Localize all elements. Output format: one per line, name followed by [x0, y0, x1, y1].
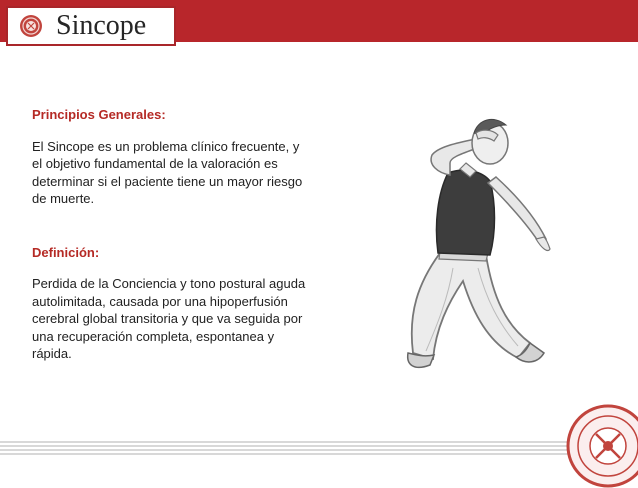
section-heading-principios: Principios Generales: [32, 107, 166, 122]
slide-title: Sincope [56, 10, 147, 41]
section-body-definicion: Perdida de la Conciencia y tono postural aguda autolimitada, causada por una hipoperfusión cerebral global transitoria y que va seguida por una recuperación completa, espontanea y rápida. [32, 276, 306, 361]
section-body-principios: El Sincope es un problema clínico frecuente, y el objetivo fundamental de la valoración es determinar si el paciente tiene un mayor riesgo de muerte. [32, 138, 303, 206]
journal-seal-icon [19, 14, 43, 38]
decorative-lines [0, 440, 600, 460]
fainting-man-illustration [378, 103, 578, 403]
content-column [32, 106, 312, 363]
section-heading-definicion: Definición: [32, 244, 100, 260]
journal-seal-icon [566, 404, 638, 488]
title-box [6, 6, 176, 46]
